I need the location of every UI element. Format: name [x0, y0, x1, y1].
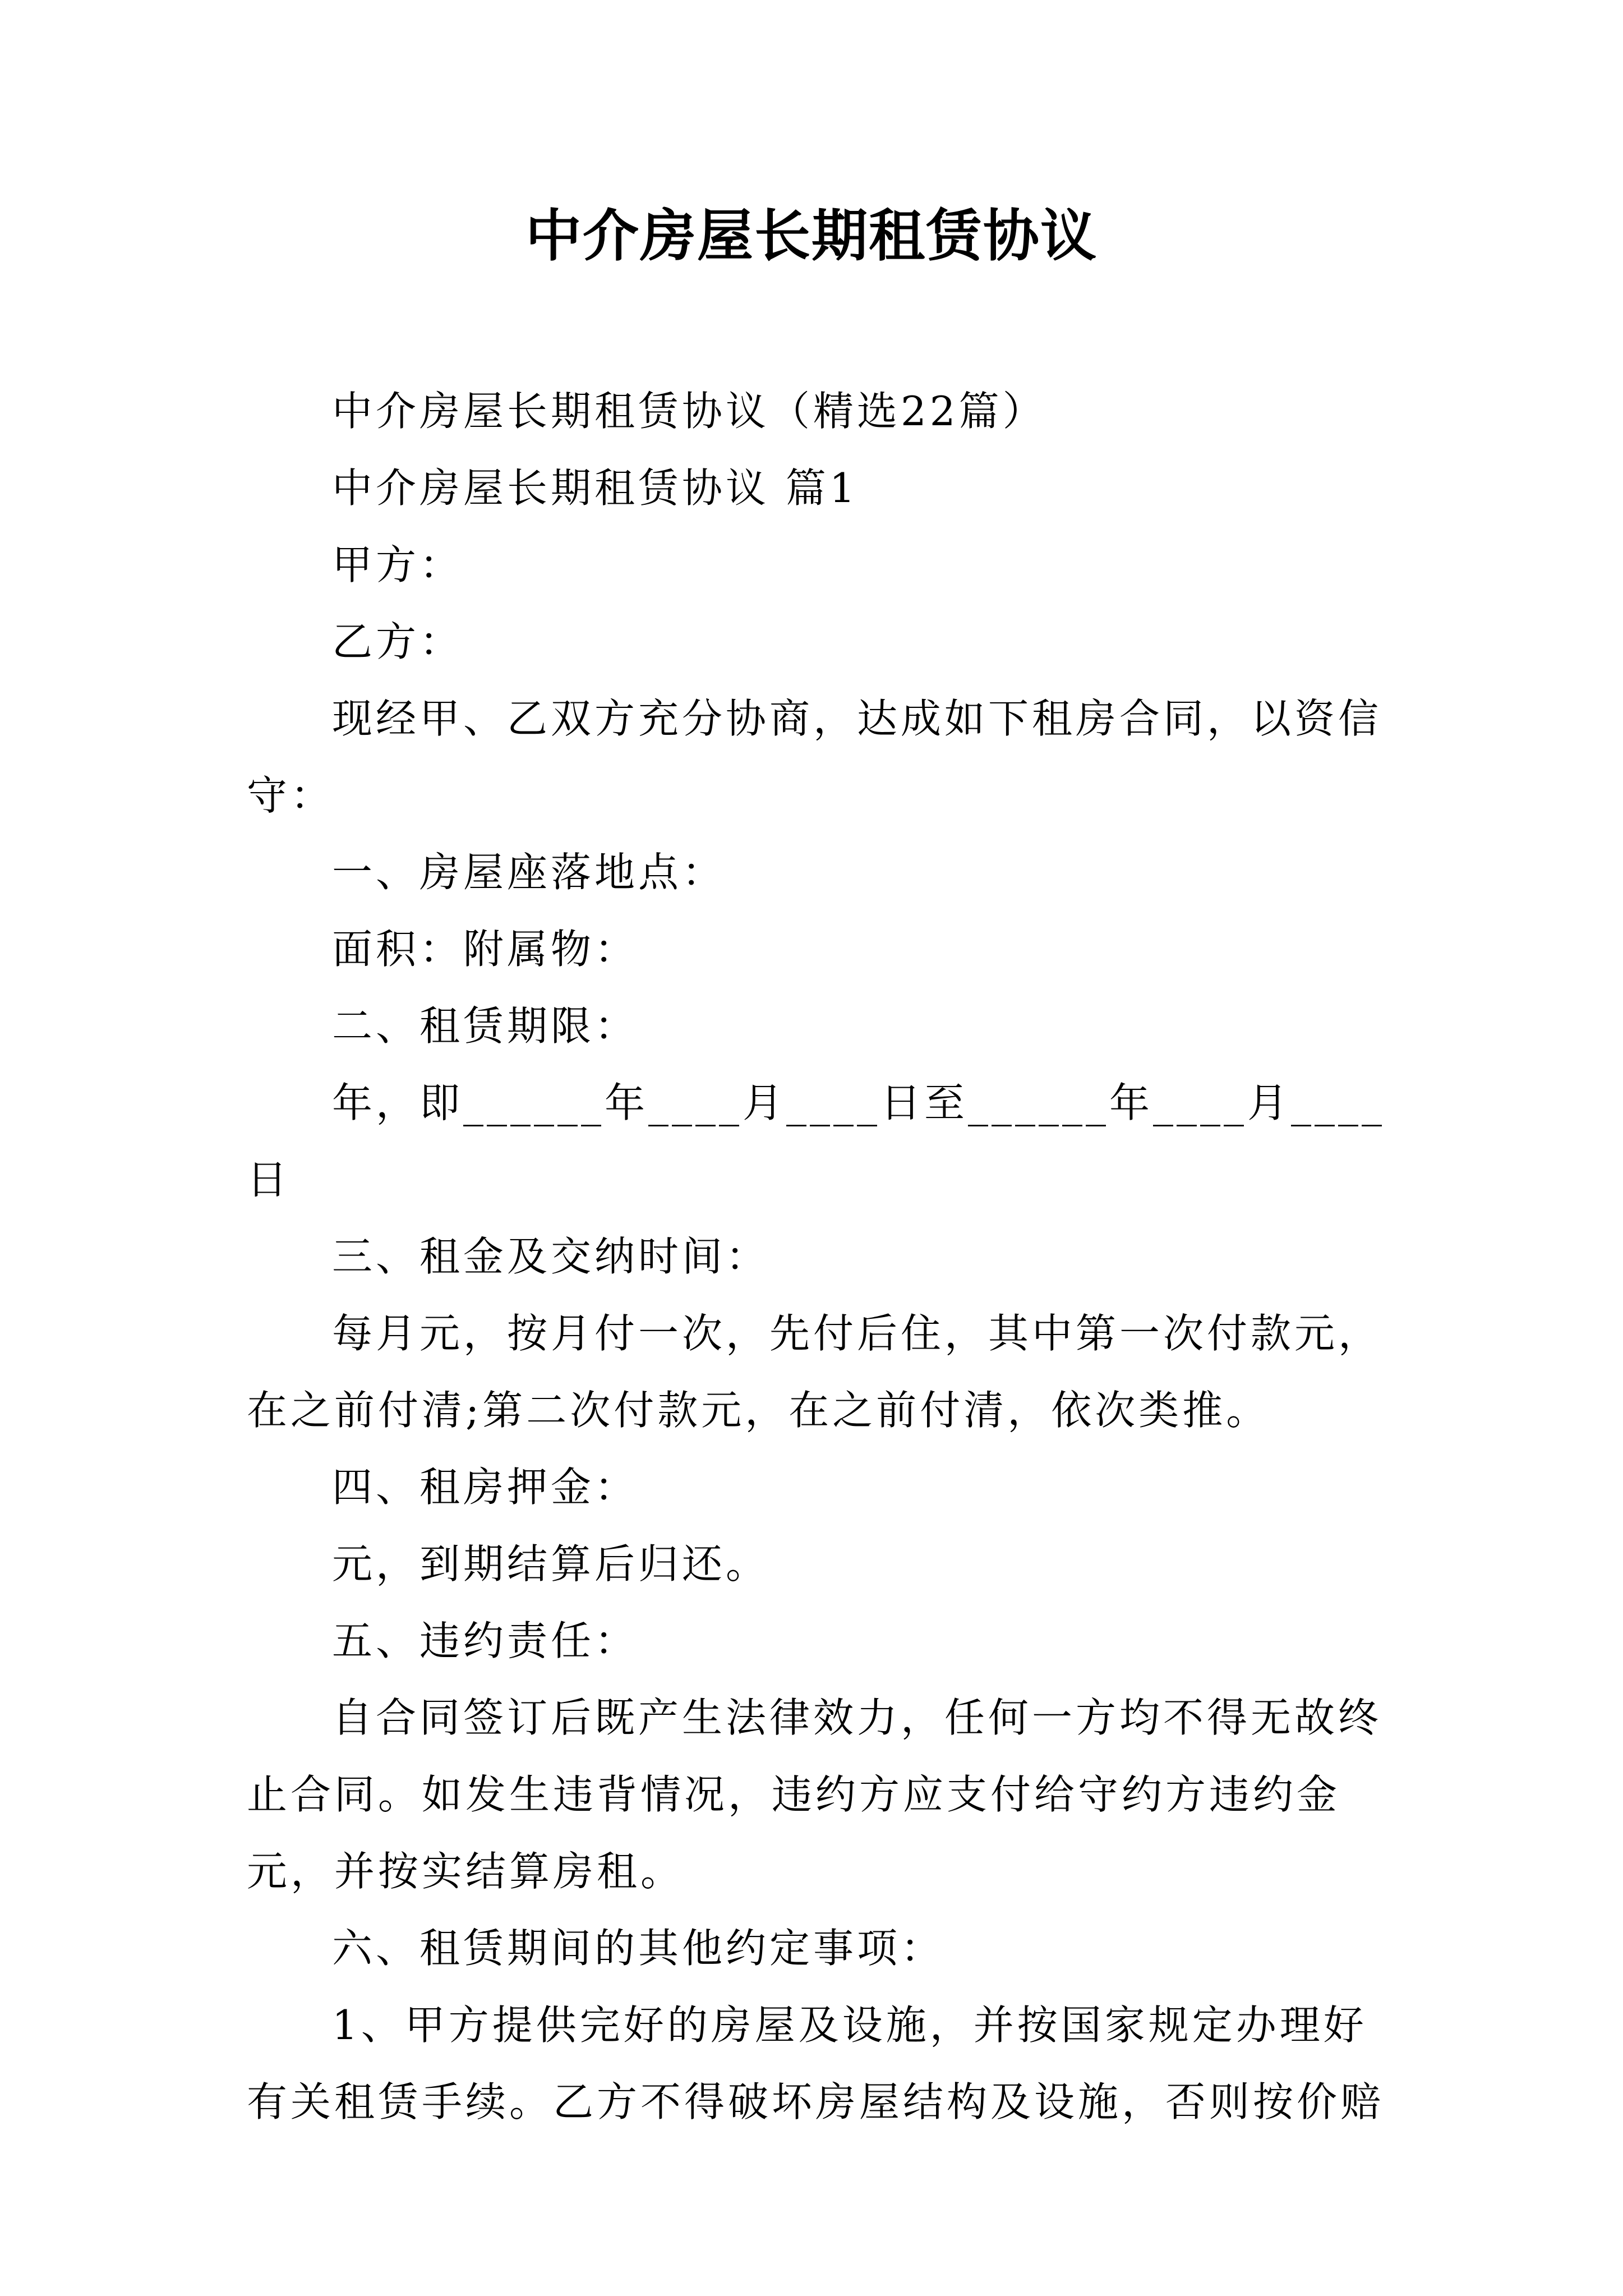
clause-heading-liability: 五、违约责任： [332, 1617, 639, 1664]
clause-heading-other: 六、租赁期间的其他约定事项： [332, 1925, 945, 1972]
area-line: 面积：附属物： [332, 926, 639, 973]
other-terms-paragraph: 1、甲方提供完好的房屋及设施，并按国家规定办理好有关租赁手续。乙方不得破坏房屋结构及设施，否则按价赔 [247, 2001, 1385, 2125]
liability-paragraph: 自合同签订后既产生法律效力，任何一方均不得无故终止合同。如发生违背情况，违约方应支付给守约方违约金元，并按实结算房租。 [247, 1694, 1382, 1895]
term-dates-line: 年，即______年____月____日至______年____月____日 [247, 1079, 1386, 1203]
subtitle-line: 中介房屋长期租赁协议（精选22篇） [332, 388, 1046, 435]
document-body [247, 373, 1402, 2141]
clause-heading-location: 一、房屋座落地点： [332, 849, 726, 896]
party-a-line: 甲方： [332, 541, 464, 588]
preamble-paragraph: 现经甲、乙双方充分协商，达成如下租房合同，以资信守： [247, 695, 1382, 819]
clause-heading-deposit: 四、租房押金： [332, 1464, 639, 1511]
section-heading: 中介房屋长期租赁协议 篇1 [332, 464, 859, 512]
party-b-line: 乙方： [332, 618, 464, 665]
rent-paragraph: 每月元，按月付一次，先付后住，其中第一次付款元，在之前付清;第二次付款元，在之前付清，依次类推。 [247, 1310, 1382, 1434]
clause-heading-term: 二、租赁期限： [332, 1002, 639, 1050]
clause-heading-rent: 三、租金及交纳时间： [332, 1233, 770, 1280]
document-title: 中介房屋长期租赁协议 [525, 203, 1098, 269]
deposit-line: 元，到期结算后归还。 [332, 1540, 770, 1588]
